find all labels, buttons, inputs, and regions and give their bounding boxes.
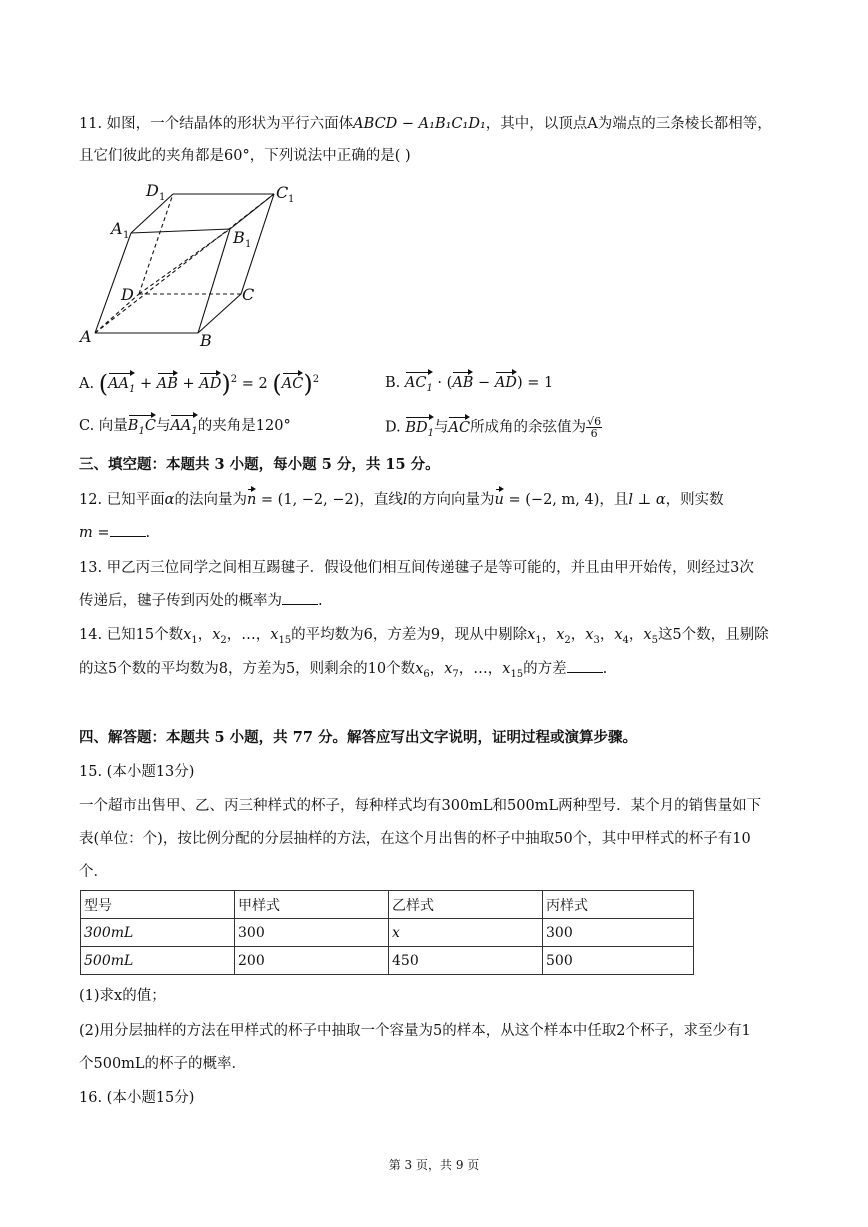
edge-DD1	[139, 194, 173, 294]
q11-text: 11. 如图，一个结晶体的形状为平行六面体	[79, 116, 354, 132]
q12-m-label: m =	[79, 525, 110, 541]
q13-line2: 传递后，毽子传到丙处的概率为 .	[79, 593, 323, 609]
q14-text-d: 的这5个数的平均数为8，方差为5，则剩余的10个数	[79, 661, 416, 677]
q14-line1: 14. 已知15个数$x_1$，$x_2$，…，$x_{15}$的平均数为6，方差为9，现从中剔除$x_1$，$x_2$，$x_3$，$x_4$，$x_5$这5个数，且剔除	[79, 627, 769, 646]
q12-text-a: 12. 已知平面	[79, 492, 165, 508]
parallelepiped-figure	[78, 176, 308, 348]
q12-text-f: ，则实数	[665, 492, 724, 508]
edge-BB1	[198, 229, 230, 333]
sales-table	[80, 890, 694, 975]
q12-line2: m = .	[79, 525, 151, 541]
label-B1-sub: 1	[245, 239, 252, 250]
q15-paragraph-line2: 表(单位：个)，按比例分配的分层抽样的方法，在这个月出售的杯子中抽取50个，其中甲样式的杯子有10	[79, 831, 751, 847]
table-cell: 500mL	[81, 947, 235, 975]
q15-heading: 15. (本小题13分)	[79, 764, 195, 780]
section-3-heading: 三、填空题：本题共 3 小题，每小题 5 分，共 15 分。	[79, 456, 440, 473]
option-a: A. ($AA_1$ + AB + AD)$^2$ = 2 (AC)$^2$	[79, 369, 320, 398]
label-B: B	[200, 331, 212, 348]
table-cell: 500	[543, 947, 694, 975]
option-b-rhs: = 1	[527, 375, 554, 391]
label-C1: C	[276, 183, 289, 202]
q12-text-e: ，且	[599, 492, 629, 508]
label-A1-sub: 1	[123, 230, 130, 241]
option-c-tail: 的夹角是120°	[197, 418, 291, 434]
fraction-sqrt6-over-6: $\frac{√6}{6}$	[587, 415, 602, 440]
table-row	[81, 919, 694, 947]
option-a-label: A.	[79, 375, 95, 392]
q15-paragraph-line3: 个．	[79, 864, 108, 880]
q14-answer-blank[interactable]	[567, 660, 603, 673]
table-cell: 300	[235, 919, 389, 947]
option-c: C. 向量$B_1C$与$AA_1$的夹角是120°	[79, 416, 291, 442]
q14-text-c: 这5个数，且剔除	[657, 627, 769, 643]
q11-line2: 且它们彼此的夹角都是60°，下列说法中正确的是( )	[79, 148, 411, 164]
label-D1-sub: 1	[159, 192, 166, 203]
label-A1: A	[111, 219, 123, 238]
label-D: D	[121, 285, 134, 304]
q12-text-c: ，直线	[359, 492, 403, 508]
table-cell: x	[389, 919, 543, 947]
q12-text-b: 的法向量为	[174, 492, 247, 508]
page-footer: 第 3 页，共 9 页	[388, 1158, 480, 1172]
q12-u-value: = (−2, m, 4)	[508, 492, 600, 508]
option-b-label: B.	[385, 375, 401, 391]
q11-line1	[79, 114, 772, 134]
q12-line1: 12. 已知平面α的法向量为n = (1, −2, −2)，直线l的方向向量为u = (−2, m, 4)，且l ⊥ α，则实数	[79, 492, 724, 508]
table-cell: 450	[389, 947, 543, 975]
q15-subquestion-2-line1: (2)用分层抽样的方法在甲样式的杯子中抽取一个容量为5的样本，从这个样本中任取2个杯子，求至少有1	[79, 1023, 751, 1039]
option-b: B. $AC_1 \cdot (AB - AD) = 1$	[385, 373, 553, 399]
option-d: D. $BD_1$与AC所成角的余弦值为 $\frac{√6}{6}$	[385, 416, 602, 443]
table-header-cell: 型号	[81, 891, 235, 919]
diagonal-DB1	[139, 229, 230, 294]
label-C1-sub: 1	[288, 194, 295, 205]
table-cell: 200	[235, 947, 389, 975]
label-C: C	[242, 285, 255, 304]
q14-text-a: 14. 已知15个数	[79, 627, 184, 643]
table-cell: 300mL	[81, 919, 235, 947]
option-d-tail: 所成角的余弦值为	[470, 419, 587, 436]
q12-condition: l ⊥ α	[628, 492, 666, 508]
q11-solid: ABCD − A₁B₁C₁D₁	[353, 116, 486, 132]
q16-heading: 16. (本小题15分)	[79, 1090, 195, 1106]
table-header-row	[81, 891, 694, 919]
q14-text-e: 的方差	[523, 661, 567, 677]
q13-text: 传递后，毽子传到丙处的概率为	[79, 593, 282, 609]
option-d-label: D.	[385, 419, 401, 436]
q13-line1: 13. 甲乙丙三位同学之间相互踢毽子．假设他们相互间传递毽子是等可能的，并且由甲开始传，则经过3次	[79, 560, 754, 576]
q15-subquestion-2-line2: 个500mL的杯子的概率．	[79, 1056, 247, 1072]
q14-text-b: 的平均数为6，方差为9，现从中剔除	[291, 627, 528, 643]
label-B1: B	[233, 228, 245, 247]
q12-text-d: 的方向向量为	[407, 492, 495, 508]
table-header-cell: 乙样式	[389, 891, 543, 919]
table-header-cell: 甲样式	[235, 891, 389, 919]
table-header-cell: 丙样式	[543, 891, 694, 919]
q11-text-tail: ，其中，以顶点A为端点的三条棱长都相等，	[485, 116, 772, 132]
q12-n-value: = (1, −2, −2)	[260, 492, 360, 508]
diagonal-AC1	[95, 194, 274, 333]
table-row	[81, 947, 694, 975]
option-d-mid: 与	[433, 419, 449, 436]
option-a-rhs: = 2	[241, 375, 268, 392]
edge-A1B1	[131, 229, 230, 233]
label-A: A	[80, 327, 92, 346]
q14-line2: 的这5个数的平均数为8，方差为5，则剩余的10个数$x_6$，$x_7$，…，$x_{15}$的方差 .	[79, 661, 608, 680]
option-c-label: C. 向量	[79, 418, 128, 434]
option-c-mid: 与	[155, 418, 171, 434]
section-4-heading: 四、解答题：本题共 5 小题，共 77 分。解答应写出文字说明，证明过程或演算步骤。	[79, 729, 637, 746]
label-D1: D	[146, 181, 159, 200]
table-cell: 300	[543, 919, 694, 947]
q15-paragraph-line1: 一个超市出售甲、乙、丙三种样式的杯子，每种样式均有300mL和500mL两种型号．某个月的销售量如下	[79, 798, 762, 814]
q13-answer-blank[interactable]	[282, 592, 318, 605]
q15-subquestion-1: (1)求x的值；	[79, 988, 166, 1004]
q12-answer-blank[interactable]	[110, 524, 146, 537]
edge-AA1	[95, 233, 131, 333]
